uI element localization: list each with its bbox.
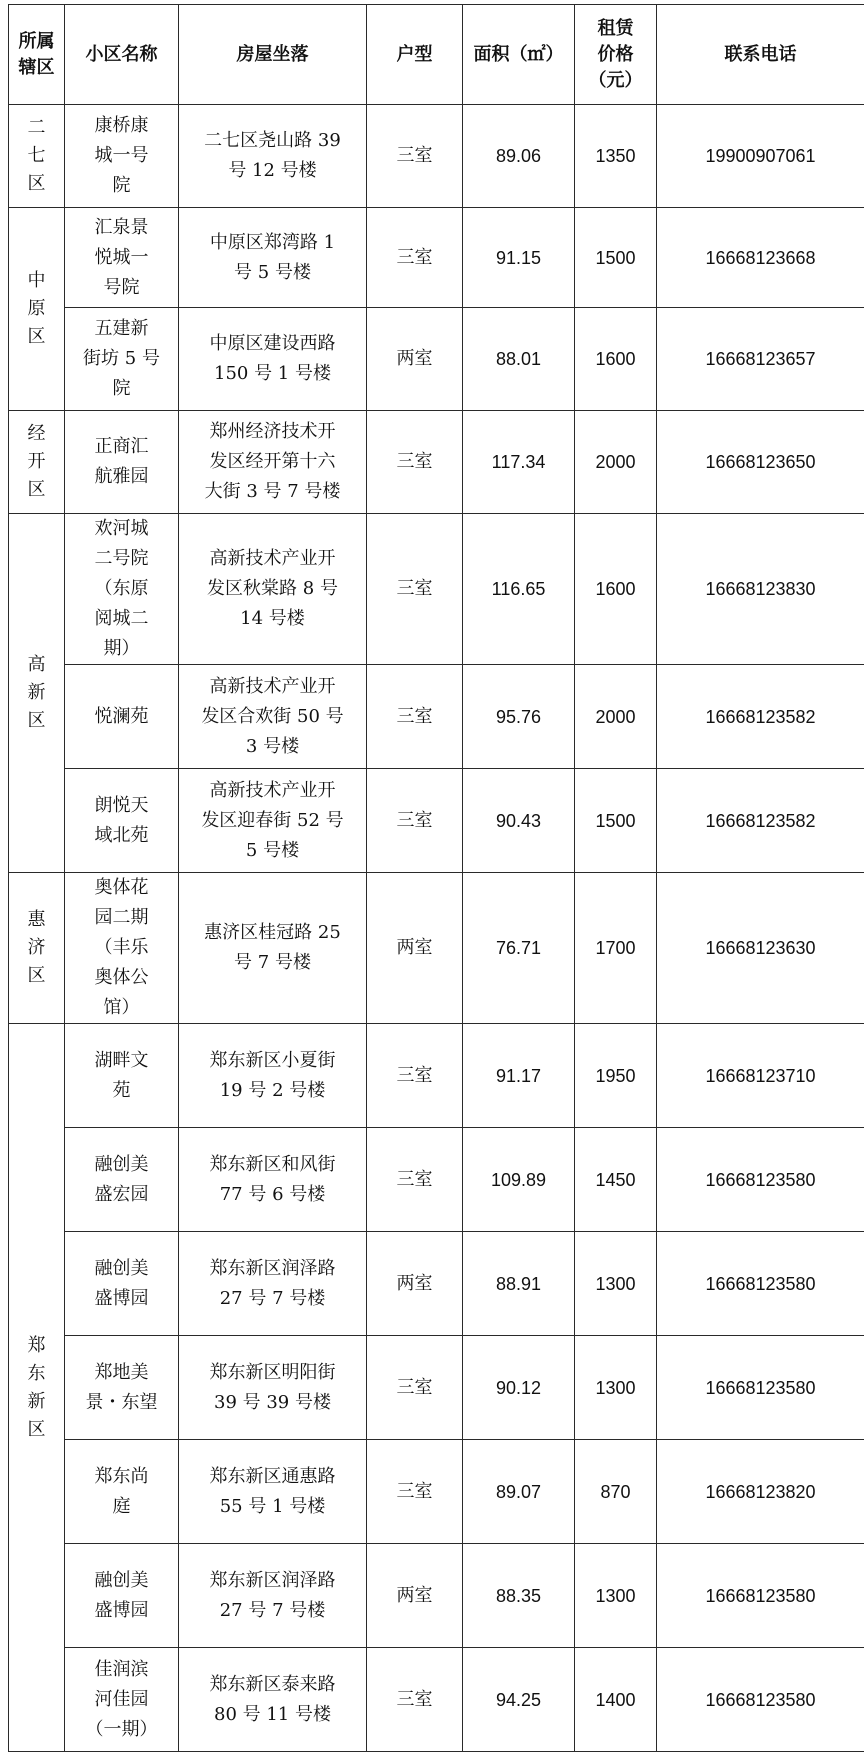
table-row — [9, 514, 864, 665]
community-cell: 欢河城 二号院 （东原 阅城二 期） — [65, 514, 179, 665]
phone-cell: 16668123710 — [657, 1024, 864, 1128]
address-cell: 高新技术产业开 发区迎春街 52 号 5 号楼 — [179, 769, 367, 873]
address-cell: 中原区郑湾路 1 号 5 号楼 — [179, 208, 367, 308]
community-cell: 悦澜苑 — [65, 665, 179, 769]
district-cell: 二 七 区 — [9, 105, 65, 208]
layout-cell: 三室 — [367, 105, 463, 208]
rental-table — [8, 4, 864, 1752]
area-cell: 88.91 — [463, 1232, 575, 1336]
community-cell: 郑地美 景・东望 — [65, 1336, 179, 1440]
layout-cell: 三室 — [367, 665, 463, 769]
address-cell: 二七区尧山路 39 号 12 号楼 — [179, 105, 367, 208]
header-district: 所属 辖区 — [9, 5, 65, 105]
header-price: 租赁 价格 （元） — [575, 5, 657, 105]
table-row — [9, 1440, 864, 1544]
phone-cell: 16668123580 — [657, 1544, 864, 1648]
price-cell: 2000 — [575, 665, 657, 769]
price-cell: 1300 — [575, 1336, 657, 1440]
phone-cell: 16668123820 — [657, 1440, 864, 1544]
phone-cell: 16668123582 — [657, 665, 864, 769]
price-cell: 2000 — [575, 411, 657, 514]
address-cell: 中原区建设西路 150 号 1 号楼 — [179, 308, 367, 411]
phone-cell: 16668123630 — [657, 873, 864, 1024]
area-cell: 90.43 — [463, 769, 575, 873]
address-cell: 郑东新区润泽路 27 号 7 号楼 — [179, 1544, 367, 1648]
community-cell: 正商汇 航雅园 — [65, 411, 179, 514]
address-cell: 郑东新区通惠路 55 号 1 号楼 — [179, 1440, 367, 1544]
header-address: 房屋坐落 — [179, 5, 367, 105]
address-cell: 郑东新区明阳街 39 号 39 号楼 — [179, 1336, 367, 1440]
area-cell: 117.34 — [463, 411, 575, 514]
layout-cell: 三室 — [367, 769, 463, 873]
area-cell: 90.12 — [463, 1336, 575, 1440]
area-cell: 88.01 — [463, 308, 575, 411]
address-cell: 高新技术产业开 发区秋棠路 8 号 14 号楼 — [179, 514, 367, 665]
phone-cell: 19900907061 — [657, 105, 864, 208]
district-cell: 郑 东 新 区 — [9, 1024, 65, 1752]
layout-cell: 两室 — [367, 873, 463, 1024]
district-cell: 中 原 区 — [9, 208, 65, 411]
phone-cell: 16668123580 — [657, 1232, 864, 1336]
address-cell: 郑东新区泰来路 80 号 11 号楼 — [179, 1648, 367, 1752]
layout-cell: 两室 — [367, 308, 463, 411]
phone-cell: 16668123668 — [657, 208, 864, 308]
layout-cell: 三室 — [367, 1648, 463, 1752]
table-row — [9, 769, 864, 873]
table-row — [9, 665, 864, 769]
layout-cell: 三室 — [367, 208, 463, 308]
header-area: 面积（㎡） — [463, 5, 575, 105]
address-cell: 郑州经济技术开 发区经开第十六 大街 3 号 7 号楼 — [179, 411, 367, 514]
community-cell: 融创美 盛宏园 — [65, 1128, 179, 1232]
layout-cell: 三室 — [367, 1336, 463, 1440]
address-cell: 郑东新区润泽路 27 号 7 号楼 — [179, 1232, 367, 1336]
table-row — [9, 1024, 864, 1128]
header-phone: 联系电话 — [657, 5, 864, 105]
price-cell: 1350 — [575, 105, 657, 208]
phone-cell: 16668123580 — [657, 1648, 864, 1752]
price-cell: 1700 — [575, 873, 657, 1024]
address-cell: 惠济区桂冠路 25 号 7 号楼 — [179, 873, 367, 1024]
phone-cell: 16668123580 — [657, 1336, 864, 1440]
table-row — [9, 105, 864, 208]
community-cell: 五建新 街坊 5 号 院 — [65, 308, 179, 411]
area-cell: 88.35 — [463, 1544, 575, 1648]
table-row — [9, 1336, 864, 1440]
area-cell: 91.17 — [463, 1024, 575, 1128]
phone-cell: 16668123830 — [657, 514, 864, 665]
price-cell: 1500 — [575, 769, 657, 873]
layout-cell: 两室 — [367, 1544, 463, 1648]
community-cell: 湖畔文 苑 — [65, 1024, 179, 1128]
area-cell: 89.07 — [463, 1440, 575, 1544]
address-cell: 郑东新区小夏街 19 号 2 号楼 — [179, 1024, 367, 1128]
price-cell: 1300 — [575, 1232, 657, 1336]
price-cell: 1950 — [575, 1024, 657, 1128]
price-cell: 1450 — [575, 1128, 657, 1232]
price-cell: 870 — [575, 1440, 657, 1544]
header-row — [9, 5, 864, 105]
table-row — [9, 1544, 864, 1648]
phone-cell: 16668123657 — [657, 308, 864, 411]
layout-cell: 三室 — [367, 1440, 463, 1544]
community-cell: 朗悦天 域北苑 — [65, 769, 179, 873]
layout-cell: 两室 — [367, 1232, 463, 1336]
district-cell: 经 开 区 — [9, 411, 65, 514]
area-cell: 116.65 — [463, 514, 575, 665]
price-cell: 1500 — [575, 208, 657, 308]
price-cell: 1600 — [575, 308, 657, 411]
table-row — [9, 1232, 864, 1336]
table-row — [9, 308, 864, 411]
header-layout: 户型 — [367, 5, 463, 105]
district-cell: 惠 济 区 — [9, 873, 65, 1024]
phone-cell: 16668123580 — [657, 1128, 864, 1232]
community-cell: 融创美 盛博园 — [65, 1544, 179, 1648]
layout-cell: 三室 — [367, 1024, 463, 1128]
table-row — [9, 1128, 864, 1232]
table-row — [9, 1648, 864, 1752]
phone-cell: 16668123582 — [657, 769, 864, 873]
price-cell: 1600 — [575, 514, 657, 665]
area-cell: 89.06 — [463, 105, 575, 208]
address-cell: 郑东新区和风街 77 号 6 号楼 — [179, 1128, 367, 1232]
table-row — [9, 873, 864, 1024]
table-row — [9, 208, 864, 308]
layout-cell: 三室 — [367, 1128, 463, 1232]
area-cell: 109.89 — [463, 1128, 575, 1232]
price-cell: 1400 — [575, 1648, 657, 1752]
area-cell: 76.71 — [463, 873, 575, 1024]
area-cell: 91.15 — [463, 208, 575, 308]
community-cell: 汇泉景 悦城一 号院 — [65, 208, 179, 308]
layout-cell: 三室 — [367, 411, 463, 514]
community-cell: 佳润滨 河佳园 （一期） — [65, 1648, 179, 1752]
layout-cell: 三室 — [367, 514, 463, 665]
area-cell: 94.25 — [463, 1648, 575, 1752]
community-cell: 融创美 盛博园 — [65, 1232, 179, 1336]
district-cell: 高 新 区 — [9, 514, 65, 873]
area-cell: 95.76 — [463, 665, 575, 769]
table-row — [9, 411, 864, 514]
community-cell: 奥体花 园二期 （丰乐 奥体公 馆） — [65, 873, 179, 1024]
phone-cell: 16668123650 — [657, 411, 864, 514]
community-cell: 郑东尚 庭 — [65, 1440, 179, 1544]
community-cell: 康桥康 城一号 院 — [65, 105, 179, 208]
header-community: 小区名称 — [65, 5, 179, 105]
address-cell: 高新技术产业开 发区合欢街 50 号 3 号楼 — [179, 665, 367, 769]
price-cell: 1300 — [575, 1544, 657, 1648]
